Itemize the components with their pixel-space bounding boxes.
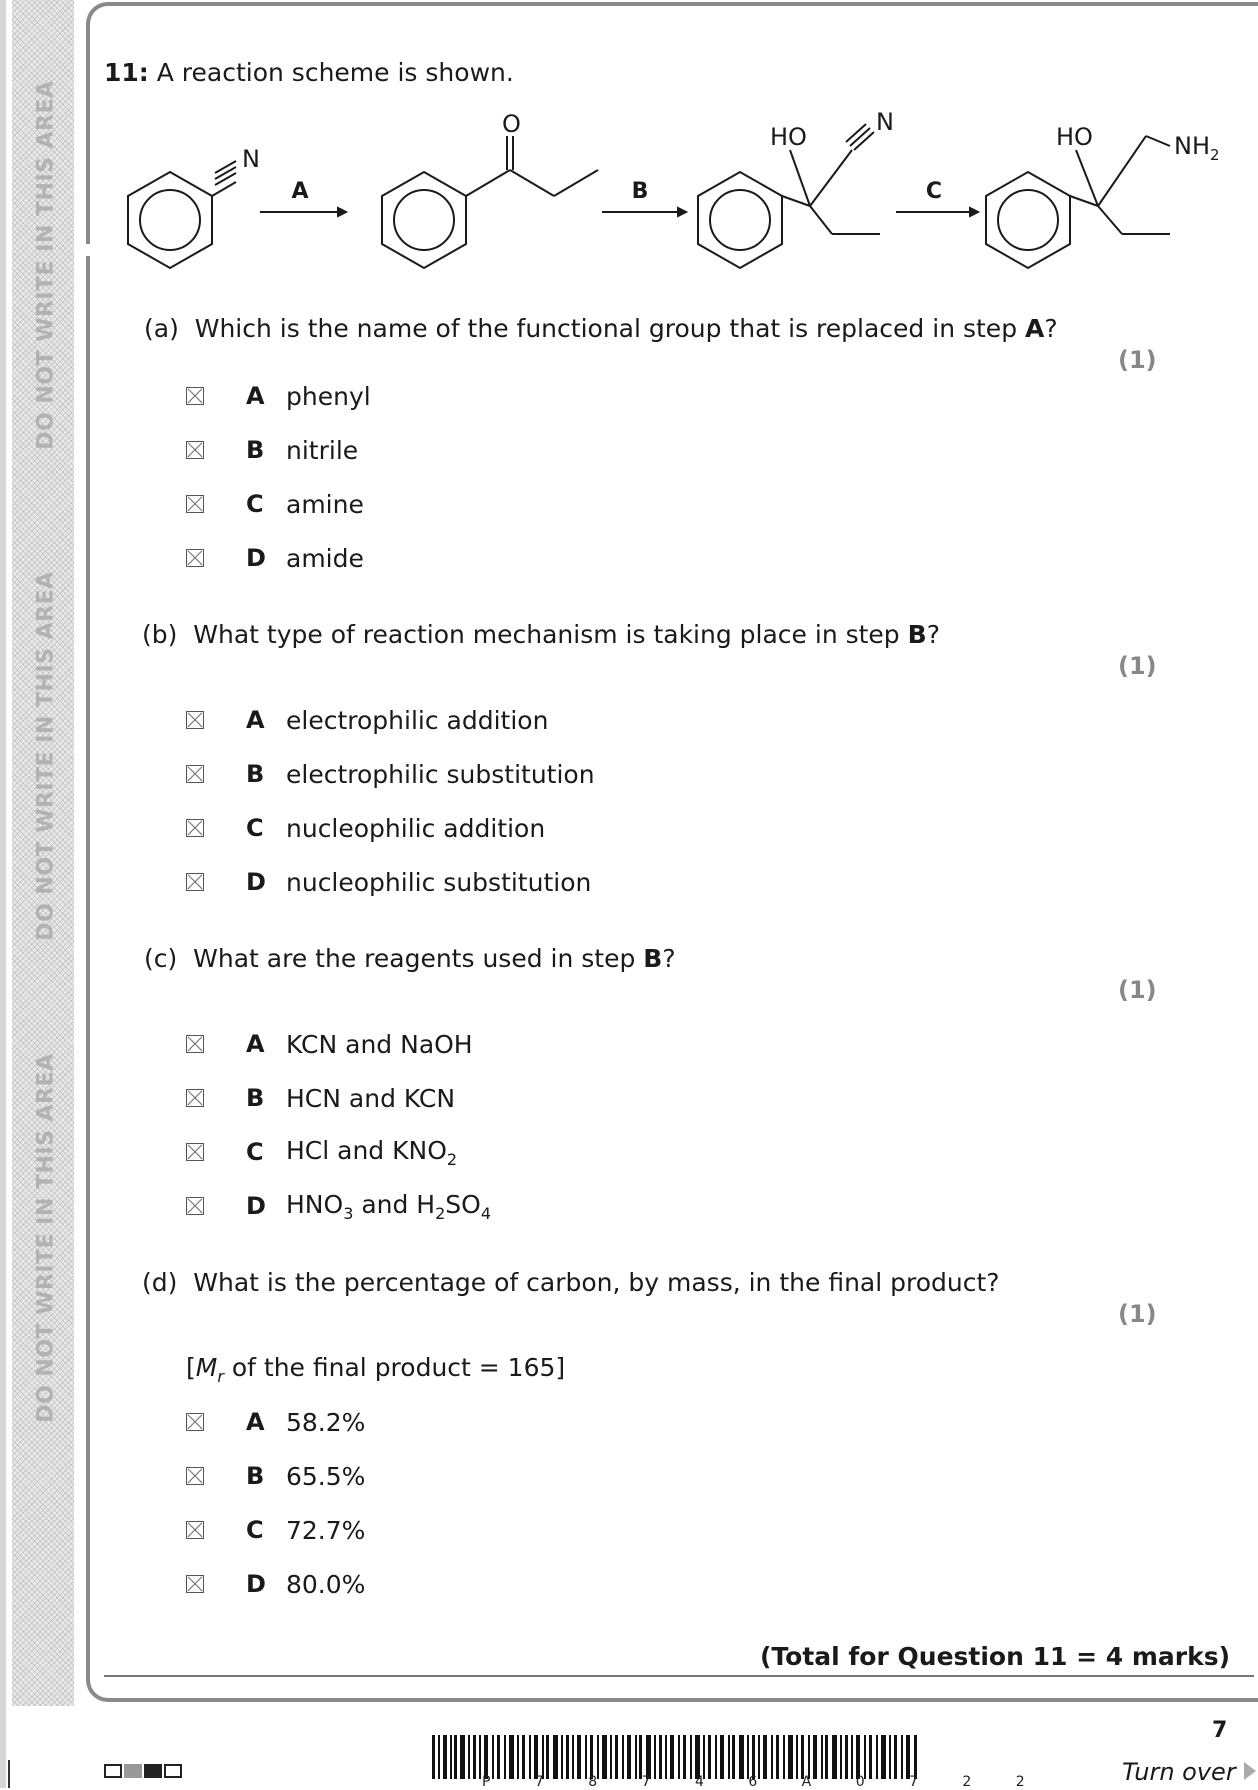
answer-checkbox[interactable] (186, 1143, 204, 1161)
option-c-d[interactable]: D $HNO_3$ and $H_2SO_4$ (186, 1190, 204, 1222)
total-rule (104, 1675, 1254, 1677)
option-a-d[interactable]: D amide (186, 542, 204, 574)
barcode-digits: P 7 8 7 4 6 A 0 7 2 2 (482, 1774, 1045, 1790)
question-stem: A reaction scheme is shown. (156, 58, 514, 87)
aminoalcohol-structure (986, 136, 1170, 268)
option-d-b[interactable]: B 65.5% (186, 1460, 204, 1492)
answer-checkbox[interactable] (186, 1575, 204, 1593)
answer-checkbox[interactable] (186, 1521, 204, 1539)
part-c-marks: (1) (1118, 976, 1157, 1004)
answer-checkbox[interactable] (186, 819, 204, 837)
option-c-a[interactable]: A KCN and NaOH (186, 1028, 204, 1060)
question-number: 11: (104, 58, 149, 87)
registration-blocks (104, 1764, 182, 1778)
turn-over-arrow-icon (1244, 1762, 1256, 1780)
step-b-label: B (631, 179, 649, 204)
part-d-question: (d) What is the percentage of carbon, by mass, in the final product? (142, 1268, 1000, 1297)
option-b-c[interactable]: C nucleophilic addition (186, 812, 204, 844)
option-b-b[interactable]: B electrophilic substitution (186, 758, 204, 790)
answer-checkbox[interactable] (186, 441, 204, 459)
answer-checkbox[interactable] (186, 1197, 204, 1215)
part-a-question: (a) Which is the name of the functional group that is replaced in step A? (144, 314, 1058, 343)
page-edge-mark (8, 1760, 10, 1788)
part-c-question: (c) What are the reagents used in step B? (144, 944, 676, 973)
nitrile-n-label: N (242, 145, 260, 173)
reaction-scheme (110, 110, 1258, 290)
option-c-c[interactable]: C HCl and $KNO_2$ (186, 1136, 204, 1168)
step-c-label: C (925, 179, 943, 204)
amine-label: $NH_2$ (1174, 132, 1220, 164)
propiophenone-structure (382, 136, 598, 268)
part-a-marks: (1) (1118, 346, 1157, 374)
option-c-b[interactable]: B HCN and KCN (186, 1082, 204, 1114)
option-a-c[interactable]: C amine (186, 488, 204, 520)
answer-checkbox[interactable] (186, 1413, 204, 1431)
barcode (432, 1735, 920, 1779)
nitrile-n-label-2: N (876, 110, 894, 136)
part-b-question: (b) What type of reaction mechanism is taking place in step B? (142, 620, 940, 649)
answer-checkbox[interactable] (186, 1089, 204, 1107)
answer-checkbox[interactable] (186, 873, 204, 891)
page-number: 7 (1212, 1718, 1228, 1743)
step-a-label: A (291, 179, 309, 204)
option-d-d[interactable]: D 80.0% (186, 1568, 204, 1600)
answer-checkbox[interactable] (186, 495, 204, 513)
answer-checkbox[interactable] (186, 1467, 204, 1485)
option-a-b[interactable]: B nitrile (186, 434, 204, 466)
part-b-marks: (1) (1118, 652, 1157, 680)
carbonyl-o-label: O (502, 110, 521, 138)
answer-checkbox[interactable] (186, 549, 204, 567)
given-mr: [$M_r$ of the final product = 165] (186, 1353, 566, 1386)
hydroxyl-label-2: HO (1056, 123, 1093, 151)
answer-checkbox[interactable] (186, 711, 204, 729)
benzonitrile-structure (128, 161, 236, 268)
hydroxyl-label-1: HO (770, 123, 807, 151)
option-b-a[interactable]: A electrophilic addition (186, 704, 204, 736)
answer-checkbox[interactable] (186, 387, 204, 405)
option-b-d[interactable]: D nucleophilic substitution (186, 866, 204, 898)
option-a-a[interactable]: A phenyl (186, 380, 204, 412)
turn-over-label: Turn over (1122, 1758, 1236, 1786)
total-marks: (Total for Question 11 = 4 marks) (760, 1642, 1231, 1671)
page-left-edge (0, 0, 6, 1788)
answer-checkbox[interactable] (186, 1035, 204, 1053)
part-d-marks: (1) (1118, 1300, 1157, 1328)
question-heading (104, 58, 514, 87)
frame-notch (80, 244, 92, 256)
option-d-a[interactable]: A 58.2% (186, 1406, 204, 1438)
option-d-c[interactable]: C 72.7% (186, 1514, 204, 1546)
answer-checkbox[interactable] (186, 765, 204, 783)
